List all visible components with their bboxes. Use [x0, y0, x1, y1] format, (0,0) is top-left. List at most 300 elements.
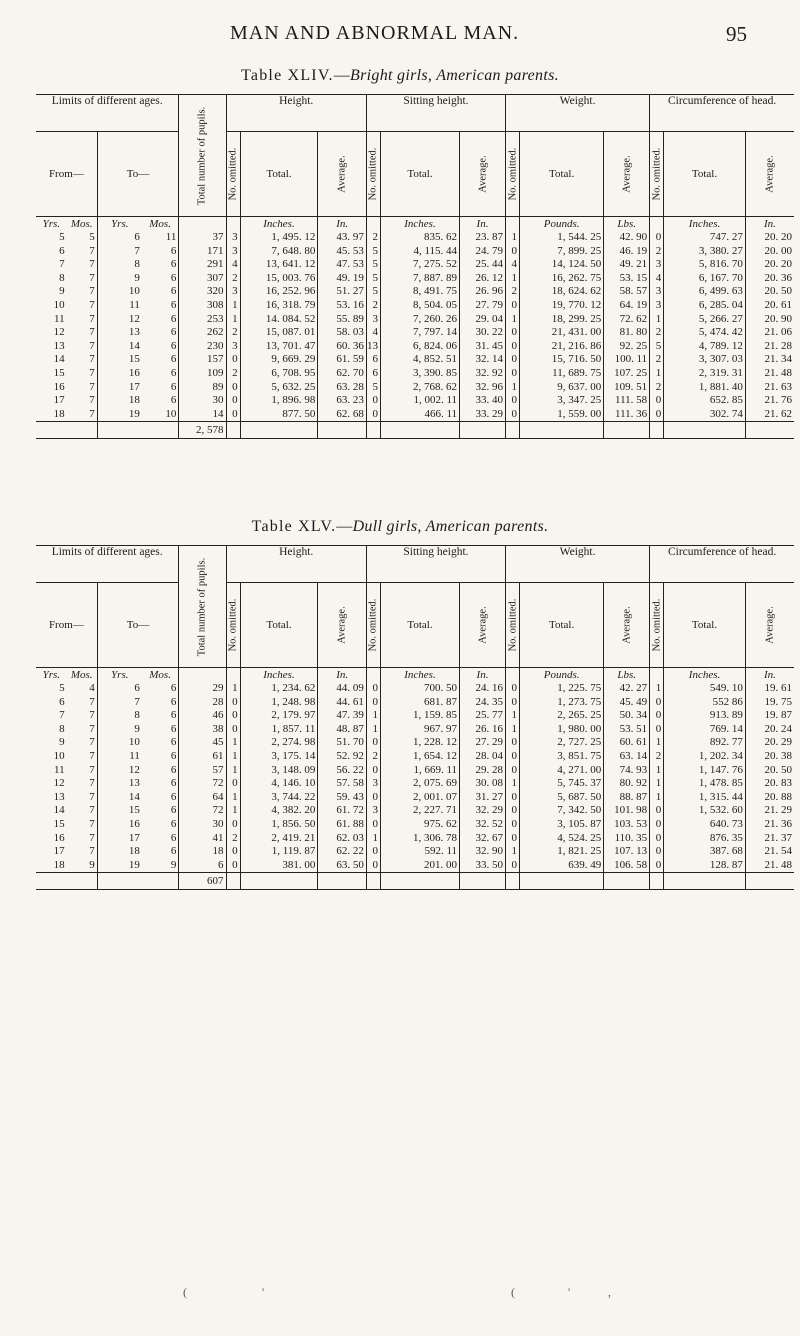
- header-average: [460, 583, 506, 668]
- table-cell: 30: [179, 394, 226, 408]
- table-cell: 1, 478. 85: [664, 777, 746, 791]
- table-cell: 7: [89, 749, 95, 762]
- table-cell: 5: [650, 340, 664, 354]
- table-cell: 60. 61: [604, 736, 650, 750]
- table-cell: 308: [179, 299, 226, 313]
- table-cell: 6: [366, 367, 380, 381]
- table-cell: 13: [53, 790, 65, 803]
- table-bottom-rule: [36, 439, 794, 444]
- unit-label: Inches.: [240, 668, 318, 683]
- table-cell: 3, 380. 27: [664, 245, 746, 259]
- table-cell: 16: [97, 367, 142, 381]
- table-subject: Bright girls, American parents.: [350, 67, 559, 84]
- table-cell: 9: [59, 285, 65, 298]
- table-cell: 2: [650, 326, 664, 340]
- table-cell: 47. 53: [318, 258, 367, 272]
- table-cell: 0: [506, 791, 520, 805]
- table-cell: 0: [226, 723, 240, 737]
- table-cell: 1, 495. 12: [240, 231, 318, 245]
- table-cell: 18, 299. 25: [520, 313, 604, 327]
- table-cell: 8, 504. 05: [380, 299, 459, 313]
- table-cell: 262: [179, 326, 226, 340]
- total-row-blank: [506, 873, 520, 890]
- table-cell: 49. 21: [604, 258, 650, 272]
- table-row: [36, 832, 794, 846]
- header-height: Height.: [226, 546, 366, 583]
- table-cell: 0: [650, 394, 664, 408]
- table-cell: 72: [179, 804, 226, 818]
- table-cell: 0: [226, 381, 240, 395]
- table-cell: 2: [226, 272, 240, 286]
- table-cell: 29. 04: [460, 313, 506, 327]
- total-row: [36, 422, 794, 439]
- unit-blank: [366, 668, 380, 683]
- total-row-blank: [460, 422, 506, 439]
- table-cell: 0: [650, 723, 664, 737]
- table-cell: 6: [170, 749, 177, 762]
- table-cell: 6: [170, 339, 177, 352]
- table-cell: 16: [53, 380, 65, 393]
- table-cell: 24. 79: [460, 245, 506, 259]
- total-row-blank: [604, 422, 650, 439]
- table-cell: 31. 27: [460, 791, 506, 805]
- table-cell: 45: [179, 736, 226, 750]
- table-cell: 0: [226, 818, 240, 832]
- table-cell: 30. 22: [460, 326, 506, 340]
- table-cell: 2: [650, 750, 664, 764]
- table-cell: 42. 27: [604, 682, 650, 696]
- table-cell: 6, 499. 63: [664, 285, 746, 299]
- table-cell: 7: [89, 285, 95, 298]
- table-cell: 103. 53: [604, 818, 650, 832]
- table-cell: 4, 789. 12: [664, 340, 746, 354]
- table-cell: 0: [226, 777, 240, 791]
- table-cell: 1: [506, 313, 520, 327]
- table-cell: 3, 851. 75: [520, 750, 604, 764]
- table-cell: 7: [89, 790, 95, 803]
- table-cell: 0: [650, 832, 664, 846]
- unit-label: In.: [460, 217, 506, 232]
- table-cell: 7, 797. 14: [380, 326, 459, 340]
- table-cell: 38: [179, 723, 226, 737]
- total-pupils-sum: 607: [179, 873, 226, 890]
- table-cell: 10: [165, 407, 177, 420]
- table-cell: 7: [97, 696, 142, 710]
- table-cell: 6: [170, 790, 177, 803]
- table-cell: 3: [366, 313, 380, 327]
- table-cell: 45. 53: [318, 245, 367, 259]
- table-cell: 253: [179, 313, 226, 327]
- table-cell: 1: [226, 791, 240, 805]
- table-cell: 2, 075. 69: [380, 777, 459, 791]
- table-cell: 56. 22: [318, 764, 367, 778]
- header-no-omitted-text: No. omitted.: [507, 598, 519, 652]
- table-cell: 10: [53, 749, 65, 762]
- header-average-text: Average.: [477, 606, 489, 644]
- total-row-blank: [366, 422, 380, 439]
- table-cell: 32. 96: [460, 381, 506, 395]
- table-cell: 1, 119. 87: [240, 845, 318, 859]
- header-height: Height.: [226, 95, 366, 132]
- table-cell: 53. 15: [604, 272, 650, 286]
- table-row: [36, 340, 794, 354]
- table-cell: 15: [53, 817, 65, 830]
- table-row: [36, 258, 794, 272]
- table-cell: 17: [97, 832, 142, 846]
- table-cell: 4: [366, 326, 380, 340]
- total-row-blank: [226, 873, 240, 890]
- table-cell: 25. 44: [460, 258, 506, 272]
- table-row: [36, 750, 794, 764]
- table-cell: 13: [366, 340, 380, 354]
- table-cell: 4, 115. 44: [380, 245, 459, 259]
- total-row-blank: [380, 873, 459, 890]
- table-cell: 44. 61: [318, 696, 367, 710]
- total-row-blank: [97, 873, 142, 890]
- table-cell: 4, 271. 00: [520, 764, 604, 778]
- header-average: [604, 583, 650, 668]
- table-cell: 53. 51: [604, 723, 650, 737]
- table-cell: 0: [506, 682, 520, 696]
- table-cell: 21. 54: [745, 845, 794, 859]
- table-cell: 0: [506, 340, 520, 354]
- table-cell: 9, 669. 29: [240, 353, 318, 367]
- header-from: From—: [36, 583, 97, 668]
- table-cell: 1: [650, 736, 664, 750]
- unit-blank: [226, 217, 240, 232]
- table-cell: 7: [89, 326, 95, 339]
- table-cell: 29: [179, 682, 226, 696]
- table-cell: 42. 90: [604, 231, 650, 245]
- total-row-blank: [36, 873, 67, 890]
- table-cell: 15, 003. 76: [240, 272, 318, 286]
- table-cell: 0: [226, 845, 240, 859]
- table-cell: 58. 57: [604, 285, 650, 299]
- header-average-text: Average.: [477, 155, 489, 193]
- header-no-omitted: [226, 583, 240, 668]
- table-cell: 1, 315. 44: [664, 791, 746, 805]
- total-row-blank: [240, 873, 318, 890]
- header-total-pupils: [179, 546, 226, 668]
- unit-blank: [226, 668, 240, 683]
- table-cell: 2, 727. 25: [520, 736, 604, 750]
- unit-label: In.: [318, 668, 367, 683]
- table-cell: 9: [89, 858, 95, 871]
- table-cell: 17: [97, 381, 142, 395]
- table-cell: 7: [97, 245, 142, 259]
- table-cell: 12: [53, 326, 65, 339]
- table-cell: 5: [59, 682, 65, 694]
- table-cell: 0: [506, 750, 520, 764]
- table-cell: 33. 40: [460, 394, 506, 408]
- table-cell: 7: [89, 298, 95, 311]
- table-cell: 18, 624. 62: [520, 285, 604, 299]
- table-cell: 19. 61: [745, 682, 794, 696]
- table-cell: 50. 34: [604, 709, 650, 723]
- table-cell: 62. 68: [318, 408, 367, 422]
- table-cell: 13, 641. 12: [240, 258, 318, 272]
- table-cell: 1, 002. 11: [380, 394, 459, 408]
- table-cell: 62. 70: [318, 367, 367, 381]
- table-cell: 51. 70: [318, 736, 367, 750]
- table-cell: 0: [650, 845, 664, 859]
- table-cell: 1: [506, 381, 520, 395]
- table-cell: 747. 27: [664, 231, 746, 245]
- table-cell: 640. 73: [664, 818, 746, 832]
- table-cell: 17: [53, 394, 65, 407]
- table-cell: 11: [54, 763, 65, 776]
- table-cell: 3, 744. 22: [240, 791, 318, 805]
- table-cell: 7: [89, 722, 95, 735]
- table-cell: 5: [366, 381, 380, 395]
- table-caption-xlv: [0, 518, 800, 536]
- table-cell: 63. 28: [318, 381, 367, 395]
- table-cell: 72: [179, 777, 226, 791]
- table-cell: 7: [59, 258, 65, 271]
- table-cell: 0: [226, 353, 240, 367]
- table-bottom-rule: [36, 890, 794, 895]
- table-cell: 6: [170, 709, 177, 722]
- table-cell: 20. 50: [745, 285, 794, 299]
- table-cell: 7: [89, 804, 95, 817]
- table-cell: 2: [506, 285, 520, 299]
- total-row: [36, 873, 794, 890]
- table-cell: 6: [170, 285, 177, 298]
- header-sitting-height: Sitting height.: [366, 95, 505, 132]
- total-row-blank: [226, 422, 240, 439]
- table-row: [36, 777, 794, 791]
- table-cell: 6: [170, 682, 177, 694]
- table-cell: 64: [179, 791, 226, 805]
- table-cell: 21. 34: [745, 353, 794, 367]
- header-total-pupils-text: Total number of pupils.: [196, 106, 208, 205]
- table-cell: 26. 16: [460, 723, 506, 737]
- table-cell: 20. 38: [745, 750, 794, 764]
- table-cell: 0: [366, 818, 380, 832]
- total-row-blank: [520, 422, 604, 439]
- total-row-blank: [506, 422, 520, 439]
- table-cell: 307: [179, 272, 226, 286]
- table-cell: 100. 11: [604, 353, 650, 367]
- table-cell: 6: [170, 353, 177, 366]
- table-cell: 7: [89, 339, 95, 352]
- table-cell: 19. 87: [745, 709, 794, 723]
- table-cell: 13: [53, 339, 65, 352]
- table-cell: 14: [53, 353, 65, 366]
- table-cell: 10: [97, 285, 142, 299]
- table-cell: 1, 248. 98: [240, 696, 318, 710]
- table-cell: 6: [170, 244, 177, 257]
- table-cell: 20. 24: [745, 723, 794, 737]
- table-cell: 2: [366, 299, 380, 313]
- table-cell: 57: [179, 764, 226, 778]
- table-cell: 18: [97, 845, 142, 859]
- table-cell: 1, 532. 60: [664, 804, 746, 818]
- table-cell: 0: [226, 408, 240, 422]
- header-average-text: Average.: [336, 606, 348, 644]
- table-cell: 48. 87: [318, 723, 367, 737]
- table-row: [36, 272, 794, 286]
- table-cell: 6, 824. 06: [380, 340, 459, 354]
- table-cell: 320: [179, 285, 226, 299]
- table-cell: 0: [506, 696, 520, 710]
- header-circumference: Circumference of head.: [650, 95, 794, 132]
- table-cell: 7: [89, 407, 95, 420]
- table-cell: 5, 266. 27: [664, 313, 746, 327]
- table-cell: 967. 97: [380, 723, 459, 737]
- table-cell: 21. 62: [745, 408, 794, 422]
- header-total-pupils-text: Total number of pupils.: [196, 557, 208, 656]
- table-row: [36, 845, 794, 859]
- table-cell: 769. 14: [664, 723, 746, 737]
- table-cell: 9: [170, 858, 177, 871]
- table-cell: 2: [226, 832, 240, 846]
- table-cell: 1, 669. 11: [380, 764, 459, 778]
- table-cell: 0: [650, 696, 664, 710]
- table-cell: 3, 105. 87: [520, 818, 604, 832]
- table-subject: Dull girls, American parents.: [352, 518, 549, 535]
- header-average: [318, 583, 367, 668]
- unit-label: Inches.: [664, 217, 746, 232]
- unit-label: Mos.: [70, 218, 93, 230]
- table-cell: 1, 896. 98: [240, 394, 318, 408]
- table-row: [36, 804, 794, 818]
- table-cell: 2, 319. 31: [664, 367, 746, 381]
- table-cell: 466. 11: [380, 408, 459, 422]
- header-weight: Weight.: [506, 546, 650, 583]
- table-cell: 63. 14: [604, 750, 650, 764]
- table-cell: 14: [53, 804, 65, 817]
- header-no-omitted: [650, 132, 664, 217]
- table-cell: 3, 307. 03: [664, 353, 746, 367]
- table-cell: 27. 79: [460, 299, 506, 313]
- table-cell: 0: [366, 682, 380, 696]
- unit-blank: [506, 668, 520, 683]
- table-cell: 32. 90: [460, 845, 506, 859]
- table-cell: 1: [506, 777, 520, 791]
- table-cell: 13, 701. 47: [240, 340, 318, 354]
- total-row-blank: [97, 422, 142, 439]
- table-cell: 0: [226, 709, 240, 723]
- table-cell: 21. 63: [745, 381, 794, 395]
- table-cell: 381. 00: [240, 859, 318, 873]
- table-cell: 1: [226, 750, 240, 764]
- table-cell: 4, 524. 25: [520, 832, 604, 846]
- table-cell: 5: [59, 231, 65, 243]
- unit-label: Inches.: [240, 217, 318, 232]
- table-cell: 46: [179, 709, 226, 723]
- table-cell: 5, 687. 50: [520, 791, 604, 805]
- table-cell: 876. 35: [664, 832, 746, 846]
- table-cell: 26. 96: [460, 285, 506, 299]
- total-row-blank: [650, 873, 664, 890]
- header-total: Total.: [664, 132, 746, 217]
- total-row-blank: [460, 873, 506, 890]
- table-cell: 58. 03: [318, 326, 367, 340]
- table-cell: 0: [366, 845, 380, 859]
- table-cell: 0: [506, 326, 520, 340]
- table-cell: 4, 146. 10: [240, 777, 318, 791]
- unit-label: In.: [318, 217, 367, 232]
- table-cell: 2: [226, 367, 240, 381]
- unit-label: Inches.: [664, 668, 746, 683]
- table-cell: 7, 260. 26: [380, 313, 459, 327]
- table-cell: 20. 50: [745, 764, 794, 778]
- table-cell: 230: [179, 340, 226, 354]
- header-average-text: Average.: [621, 155, 633, 193]
- table-cell: 2: [226, 326, 240, 340]
- table-cell: 11: [97, 299, 142, 313]
- table-cell: 33. 50: [460, 859, 506, 873]
- table-cell: 0: [506, 818, 520, 832]
- table-cell: 6: [97, 231, 142, 245]
- table-cell: 2, 227. 71: [380, 804, 459, 818]
- table-cell: 20. 29: [745, 736, 794, 750]
- table-cell: 1: [226, 804, 240, 818]
- total-row-blank: [67, 873, 98, 890]
- table-row: [36, 231, 794, 245]
- table-cell: 57. 58: [318, 777, 367, 791]
- table-cell: 20. 88: [745, 791, 794, 805]
- table-cell: 4: [650, 272, 664, 286]
- unit-label: Inches.: [380, 217, 459, 232]
- table-row: [36, 791, 794, 805]
- table-cell: 43. 97: [318, 231, 367, 245]
- header-from: From—: [36, 132, 97, 217]
- header-weight: Weight.: [506, 95, 650, 132]
- table-cell: 639. 49: [520, 859, 604, 873]
- table-cell: 8: [59, 271, 65, 284]
- table-row: [36, 353, 794, 367]
- total-row-blank: [67, 422, 98, 439]
- table-cell: 1, 234. 62: [240, 682, 318, 696]
- unit-label: Lbs.: [604, 668, 650, 683]
- table-cell: 6: [59, 695, 65, 708]
- table-cell: 24. 16: [460, 682, 506, 696]
- total-pupils-sum: 2, 578: [179, 422, 226, 439]
- table-cell: 6: [170, 326, 177, 339]
- table-cell: 14: [97, 340, 142, 354]
- unit-blank: [650, 668, 664, 683]
- table-cell: 975. 62: [380, 818, 459, 832]
- data-table-bright-girls: [36, 94, 794, 443]
- table-cell: 3: [650, 285, 664, 299]
- table-cell: 0: [366, 791, 380, 805]
- header-no-omitted-text: No. omitted.: [507, 147, 519, 201]
- table-cell: 72. 62: [604, 313, 650, 327]
- table-cell: 30. 08: [460, 777, 506, 791]
- table-cell: 1, 654. 12: [380, 750, 459, 764]
- total-row-blank: [142, 422, 179, 439]
- table-cell: 1, 881. 40: [664, 381, 746, 395]
- table-row: [36, 245, 794, 259]
- table-cell: 2, 768. 62: [380, 381, 459, 395]
- table-cell: 21. 06: [745, 326, 794, 340]
- table-cell: 1: [366, 832, 380, 846]
- table-row: [36, 326, 794, 340]
- table-cell: 0: [366, 394, 380, 408]
- table-cell: 1: [226, 736, 240, 750]
- header-average-text: Average.: [336, 155, 348, 193]
- header-total: Total.: [520, 583, 604, 668]
- table-row: [36, 408, 794, 422]
- table-cell: 20. 00: [745, 245, 794, 259]
- table-cell: 5, 632. 25: [240, 381, 318, 395]
- table-cell: 1: [506, 231, 520, 245]
- table-row: [36, 709, 794, 723]
- table-cell: 18: [53, 407, 65, 420]
- table-cell: 3: [366, 804, 380, 818]
